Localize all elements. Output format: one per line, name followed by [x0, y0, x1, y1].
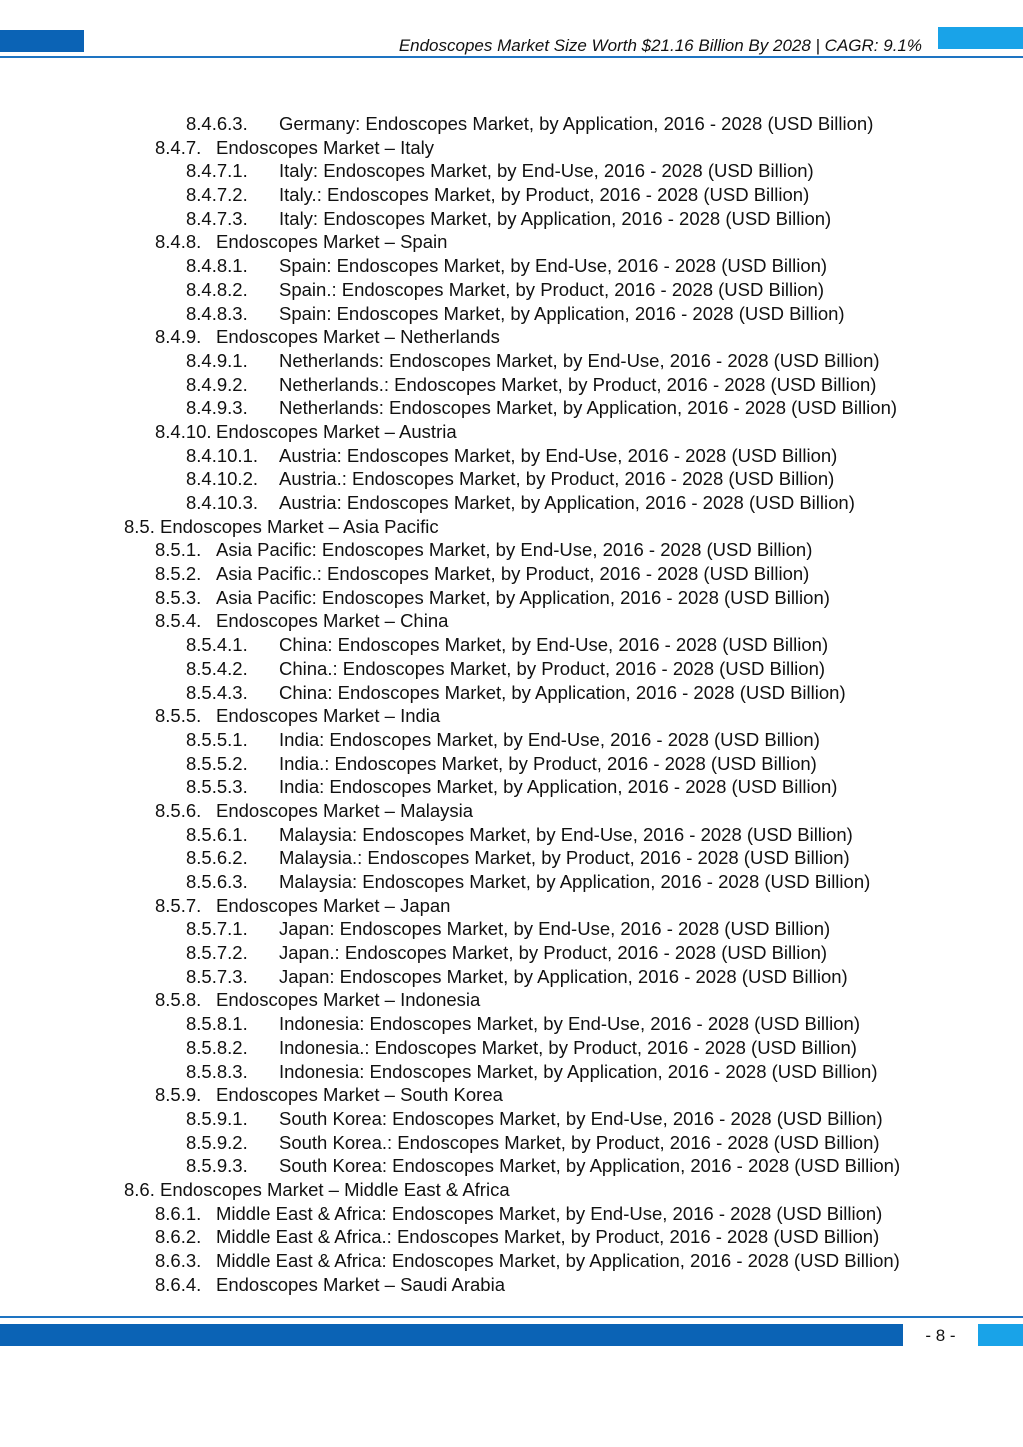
toc-entry — [0, 1202, 1023, 1226]
toc-entry-number: 8.5.5. — [155, 705, 202, 727]
toc-entry-number: 8.5.7.3. — [186, 965, 248, 987]
header-title: Endoscopes Market Size Worth $21.16 Billion By 2028 | CAGR: 9.1% — [398, 36, 922, 55]
toc-entry-text: Netherlands.: Endoscopes Market, by Product, 2016 - 2028 (USD Billion) — [279, 373, 877, 395]
toc-entry-text: Japan: Endoscopes Market, by Application, 2016 - 2028 (USD Billion) — [279, 965, 848, 987]
toc-entry-number: 8.5.4.2. — [186, 657, 248, 679]
toc-entry-number: 8.5.5.1. — [186, 728, 248, 750]
toc-entry-text: India.: Endoscopes Market, by Product, 2016 - 2028 (USD Billion) — [279, 752, 817, 774]
toc-entry — [0, 159, 1023, 183]
toc-entry — [0, 1273, 1023, 1297]
toc-entry-number: 8.5.9.1. — [186, 1107, 248, 1129]
toc-entry-number: 8.5.3. — [155, 586, 202, 608]
toc-entry — [0, 1060, 1023, 1084]
toc-entry-text: Japan.: Endoscopes Market, by Product, 2016 - 2028 (USD Billion) — [279, 942, 828, 964]
toc-entry-number: 8.5.9.2. — [186, 1131, 248, 1153]
toc-entry-text: China: Endoscopes Market, by Application, 2016 - 2028 (USD Billion) — [279, 681, 846, 703]
toc-entry — [0, 136, 1023, 160]
toc-entry-text: Endoscopes Market – Middle East & Africa — [160, 1178, 510, 1200]
toc-entry-text: Endoscopes Market – Asia Pacific — [160, 515, 439, 537]
toc-entry — [0, 420, 1023, 444]
toc-entry-number: 8.5.6.3. — [186, 871, 248, 892]
toc-entry — [0, 538, 1023, 562]
toc-entry — [0, 562, 1023, 586]
toc-entry-text: Netherlands: Endoscopes Market, by Application, 2016 - 2028 (USD Billion) — [279, 397, 898, 419]
header-block-right — [938, 27, 1023, 49]
toc-entry-text: Italy: Endoscopes Market, by End-Use, 2016 - 2028 (USD Billion) — [279, 160, 814, 182]
toc-entry — [0, 823, 1023, 847]
toc-entry-text: Spain.: Endoscopes Market, by Product, 2016 - 2028 (USD Billion) — [279, 278, 825, 300]
toc-entry — [0, 681, 1023, 705]
toc-entry-text: Endoscopes Market – Netherlands — [216, 326, 500, 348]
toc-entry-number: 8.5.2. — [155, 563, 202, 585]
toc-entry-text: Italy: Endoscopes Market, by Application, 2016 - 2028 (USD Billion) — [279, 207, 832, 229]
toc-entry — [0, 894, 1023, 918]
toc-entry-number: 8.4.8.3. — [186, 302, 248, 324]
toc-entry — [0, 207, 1023, 231]
toc-entry-text: Endoscopes Market – Spain — [216, 231, 448, 253]
header-block-left — [0, 30, 84, 52]
toc-entry — [0, 704, 1023, 728]
toc-entry — [0, 1107, 1023, 1131]
toc-entry — [0, 941, 1023, 965]
toc-entry-number: 8.4.6.3. — [186, 113, 248, 134]
toc-entry-number: 8.5.9.3. — [186, 1155, 248, 1177]
toc-entry — [0, 1249, 1023, 1273]
toc-entry — [0, 775, 1023, 799]
toc-entry — [0, 917, 1023, 941]
toc-entry — [0, 1225, 1023, 1249]
toc-entry — [0, 396, 1023, 420]
toc-entry-text: China: Endoscopes Market, by End-Use, 2016 - 2028 (USD Billion) — [279, 634, 829, 656]
toc-entry-number: 8.5.4. — [155, 610, 202, 632]
toc-entry-text: Italy.: Endoscopes Market, by Product, 2016 - 2028 (USD Billion) — [279, 184, 810, 206]
toc-entry-text: Endoscopes Market – Italy — [216, 136, 434, 158]
toc-entry-text: Endoscopes Market – Saudi Arabia — [216, 1273, 505, 1295]
toc-entry-number: 8.4.9.1. — [186, 349, 248, 371]
toc-entry — [0, 1012, 1023, 1036]
toc-entry — [0, 609, 1023, 633]
toc-entry-text: Endoscopes Market – Austria — [216, 420, 457, 442]
toc-entry-text: Endoscopes Market – Indonesia — [216, 989, 481, 1011]
header-rule — [0, 56, 1023, 58]
toc-entry-text: Indonesia: Endoscopes Market, by Application, 2016 - 2028 (USD Billion) — [279, 1060, 878, 1082]
toc-entry-number: 8.5.8.1. — [186, 1013, 248, 1035]
toc-entry — [0, 1154, 1023, 1178]
footer-block-right — [978, 1324, 1023, 1346]
toc-entry — [0, 586, 1023, 610]
toc-entry-text: Malaysia: Endoscopes Market, by End-Use, 2016 - 2028 (USD Billion) — [279, 823, 853, 845]
toc-entry — [0, 752, 1023, 776]
toc-entry-number: 8.5. — [124, 515, 155, 537]
toc-entry — [0, 278, 1023, 302]
toc-entry-text: India: Endoscopes Market, by End-Use, 2016 - 2028 (USD Billion) — [279, 728, 820, 750]
toc-entry — [0, 846, 1023, 870]
toc-entry — [0, 302, 1023, 326]
toc-entry — [0, 515, 1023, 539]
toc-entry-number: 8.6.2. — [155, 1226, 202, 1248]
toc-entry-text: Endoscopes Market – China — [216, 610, 449, 632]
toc-entry-text: India: Endoscopes Market, by Application, 2016 - 2028 (USD Billion) — [279, 776, 838, 798]
toc-entry-text: Middle East & Africa: Endoscopes Market, by End-Use, 2016 - 2028 (USD Billion) — [216, 1202, 883, 1224]
toc-entry-text: Spain: Endoscopes Market, by End-Use, 2016 - 2028 (USD Billion) — [279, 255, 828, 277]
footer-rule — [0, 1316, 1023, 1318]
toc-entry-number: 8.4.8.1. — [186, 255, 248, 277]
toc-entry-number: 8.4.9.2. — [186, 373, 248, 395]
toc-entry — [0, 112, 1023, 136]
toc-entry — [0, 349, 1023, 373]
toc-entry-number: 8.4.8.2. — [186, 278, 248, 300]
toc-entry-number: 8.5.6.1. — [186, 823, 248, 845]
toc-entry-text: Japan: Endoscopes Market, by End-Use, 2016 - 2028 (USD Billion) — [279, 918, 831, 940]
toc-entry-number: 8.5.1. — [155, 539, 202, 561]
toc-entry-number: 8.5.9. — [155, 1084, 202, 1106]
toc-entry-text: Asia Pacific: Endoscopes Market, by End-Use, 2016 - 2028 (USD Billion) — [216, 539, 813, 561]
toc-entry — [0, 254, 1023, 278]
toc-entry — [0, 183, 1023, 207]
toc-entry-number: 8.5.7. — [155, 894, 202, 916]
toc-entry-number: 8.4.9. — [155, 326, 202, 348]
toc-entry — [0, 633, 1023, 657]
toc-entry-text: Middle East & Africa: Endoscopes Market, by Application, 2016 - 2028 (USD Billion) — [216, 1250, 900, 1271]
toc-entry-number: 8.4.7.3. — [186, 207, 248, 229]
toc-entry-text: China.: Endoscopes Market, by Product, 2016 - 2028 (USD Billion) — [279, 657, 826, 679]
toc-entry-number: 8.4.10.2. — [186, 468, 259, 490]
toc-entry-text: Middle East & Africa.: Endoscopes Market, by Product, 2016 - 2028 (USD Billion) — [216, 1226, 880, 1248]
toc-entry-number: 8.5.8. — [155, 989, 202, 1011]
toc-entry — [0, 965, 1023, 989]
toc-entry — [0, 870, 1023, 894]
toc-entry-number: 8.5.8.3. — [186, 1060, 248, 1082]
toc-entry — [0, 467, 1023, 491]
toc-entry — [0, 1178, 1023, 1202]
toc-entry-text: Malaysia.: Endoscopes Market, by Product, 2016 - 2028 (USD Billion) — [279, 847, 850, 869]
toc-entry-text: Asia Pacific: Endoscopes Market, by Application, 2016 - 2028 (USD Billion) — [216, 586, 830, 608]
toc-entry-number: 8.6. — [124, 1178, 155, 1200]
toc-entry-number: 8.4.7.2. — [186, 184, 248, 206]
toc-entry — [0, 1036, 1023, 1060]
toc-entry-number: 8.4.10.1. — [186, 444, 259, 466]
toc-entry — [0, 1083, 1023, 1107]
toc-entry-text: Endoscopes Market – Malaysia — [216, 799, 474, 821]
footer-bar — [0, 1324, 903, 1346]
toc-entry — [0, 325, 1023, 349]
toc-entry-number: 8.4.7.1. — [186, 160, 248, 182]
toc-entry — [0, 373, 1023, 397]
toc-entry-number: 8.5.5.3. — [186, 776, 248, 798]
toc-entry-text: Spain: Endoscopes Market, by Application, 2016 - 2028 (USD Billion) — [279, 302, 845, 324]
toc-entry-text: Austria.: Endoscopes Market, by Product, 2016 - 2028 (USD Billion) — [279, 468, 835, 490]
toc-entry — [0, 1131, 1023, 1155]
toc-entry-number: 8.5.7.2. — [186, 942, 248, 964]
toc-entry-text: Endoscopes Market – Japan — [216, 894, 451, 916]
toc-entry-text: South Korea: Endoscopes Market, by Application, 2016 - 2028 (USD Billion) — [279, 1155, 901, 1177]
toc-entry-text: Endoscopes Market – India — [216, 705, 441, 727]
toc-entry-number: 8.5.5.2. — [186, 752, 248, 774]
toc-entry-text: Indonesia.: Endoscopes Market, by Product, 2016 - 2028 (USD Billion) — [279, 1036, 857, 1058]
toc-entry-number: 8.5.6. — [155, 799, 202, 821]
toc-entry-text: Austria: Endoscopes Market, by End-Use, 2016 - 2028 (USD Billion) — [279, 444, 838, 466]
toc-entry — [0, 657, 1023, 681]
toc-entry-number: 8.5.7.1. — [186, 918, 248, 940]
toc-entry-number: 8.4.7. — [155, 136, 202, 158]
toc-entry-text: Germany: Endoscopes Market, by Application, 2016 - 2028 (USD Billion) — [279, 113, 874, 134]
toc-entry-number: 8.5.6.2. — [186, 847, 248, 869]
toc-entry-number: 8.6.1. — [155, 1202, 202, 1224]
table-of-contents — [0, 112, 1023, 1296]
toc-entry — [0, 230, 1023, 254]
toc-entry — [0, 988, 1023, 1012]
toc-entry — [0, 491, 1023, 515]
toc-entry-number: 8.4.10. — [155, 420, 212, 442]
toc-entry-number: 8.5.8.2. — [186, 1036, 248, 1058]
toc-entry-text: Austria: Endoscopes Market, by Application, 2016 - 2028 (USD Billion) — [279, 492, 855, 513]
toc-entry-number: 8.4.8. — [155, 231, 202, 253]
toc-entry-number: 8.6.3. — [155, 1250, 202, 1271]
toc-entry — [0, 444, 1023, 468]
toc-entry — [0, 728, 1023, 752]
toc-entry-number: 8.5.4.1. — [186, 634, 248, 656]
toc-entry-text: South Korea.: Endoscopes Market, by Product, 2016 - 2028 (USD Billion) — [279, 1131, 880, 1153]
toc-entry-text: Asia Pacific.: Endoscopes Market, by Product, 2016 - 2028 (USD Billion) — [216, 563, 810, 585]
toc-entry-number: 8.4.10.3. — [186, 492, 259, 513]
toc-entry-text: Indonesia: Endoscopes Market, by End-Use, 2016 - 2028 (USD Billion) — [279, 1013, 860, 1035]
toc-entry-text: Netherlands: Endoscopes Market, by End-Use, 2016 - 2028 (USD Billion) — [279, 349, 880, 371]
toc-entry-number: 8.4.9.3. — [186, 397, 248, 419]
toc-entry — [0, 799, 1023, 823]
toc-entry-text: South Korea: Endoscopes Market, by End-Use, 2016 - 2028 (USD Billion) — [279, 1107, 883, 1129]
toc-entry-text: Endoscopes Market – South Korea — [216, 1084, 503, 1106]
page-number: - 8 - — [925, 1326, 956, 1345]
toc-entry-text: Malaysia: Endoscopes Market, by Application, 2016 - 2028 (USD Billion) — [279, 871, 871, 892]
toc-entry-number: 8.6.4. — [155, 1273, 202, 1295]
toc-entry-number: 8.5.4.3. — [186, 681, 248, 703]
